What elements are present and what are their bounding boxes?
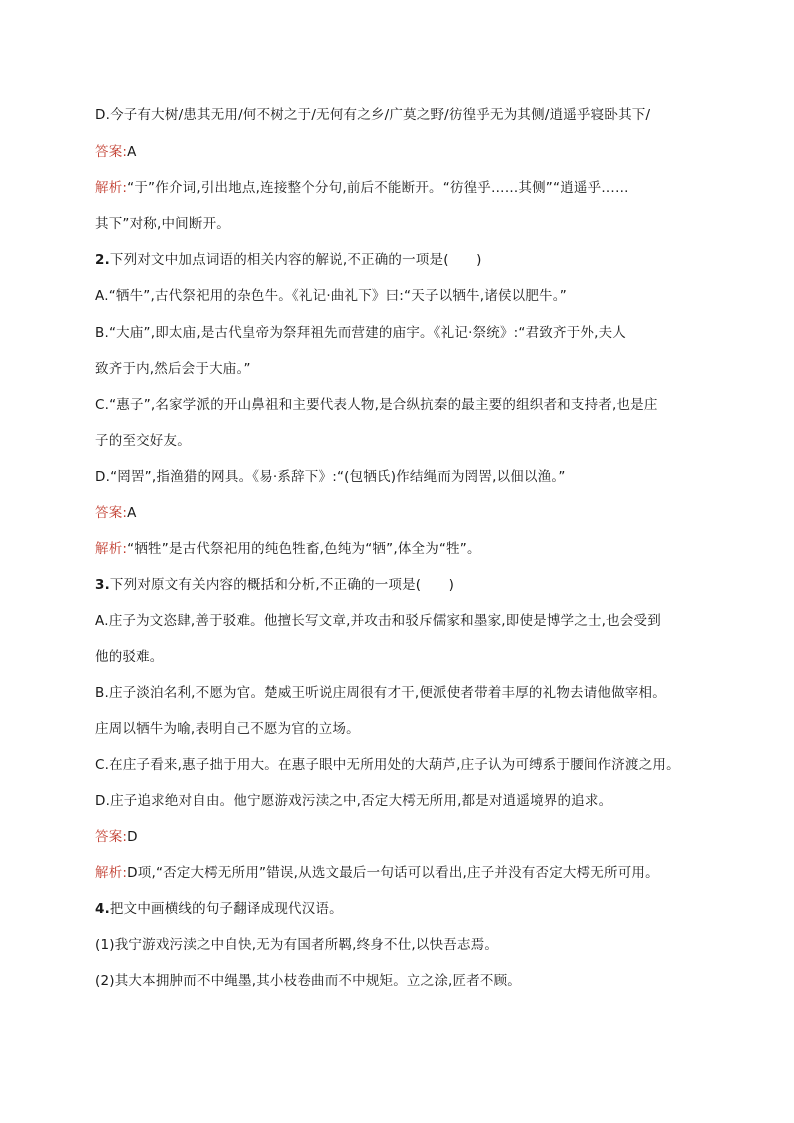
question-number: 2. (95, 252, 110, 268)
question-text: 下列对文中加点词语的相关内容的解说,不正确的一项是( ) (109, 252, 482, 268)
explanation-label: 解析: (95, 865, 128, 881)
explanation-line (95, 864, 659, 882)
q2-option-c-continuation (95, 432, 191, 450)
q2-option-b-continuation (95, 360, 251, 378)
option-d-line (95, 106, 650, 124)
question-3 (95, 576, 454, 594)
question-2 (95, 251, 482, 269)
option-text: B.庄子淡泊名利,不愿为官。楚威王听说庄周很有才干,便派使者带着丰厚的礼物去请他做宰相。 (95, 685, 666, 701)
explanation-line (95, 179, 629, 197)
option-text: C.在庄子看来,惠子拙于用大。在惠子眼中无所用处的大葫芦,庄子认为可缚系于腰间作济渡之用。 (95, 757, 680, 773)
answer-line (95, 828, 138, 846)
q3-option-a-continuation (95, 648, 164, 666)
q3-option-b (95, 684, 666, 702)
answer-line (95, 504, 137, 522)
option-text: D.“罔罟”,指渔猎的网具。《易·系辞下》:“(包牺氏)作结绳而为罔罟,以佃以渔。” (95, 469, 566, 485)
option-d-text: D.今子有大树/患其无用/何不树之于/无何有之乡/广莫之野/彷徨乎无为其侧/逍遥乎寝卧其下/ (95, 107, 651, 123)
answer-label: 答案: (95, 144, 128, 160)
answer-value: A (127, 144, 137, 160)
answer-value: A (127, 505, 137, 521)
sentence-text: (2)其大本拥肿而不中绳墨,其小枝卷曲而不中规矩。立之涂,匠者不顾。 (95, 973, 522, 989)
option-text: D.庄子追求绝对自由。他宁愿游戏污渎之中,否定大樗无所用,都是对逍遥境界的追求。 (95, 793, 613, 809)
option-text: B.“大庙”,即太庙,是古代皇帝为祭拜祖先而营建的庙宇。《礼记·祭统》:“君致齐于外,夫人 (95, 325, 626, 341)
option-text: C.“惠子”,名家学派的开山鼻祖和主要代表人物,是合纵抗秦的最主要的组织者和支持者,也是庄 (95, 397, 658, 413)
explanation-continuation (95, 215, 230, 233)
q2-option-b (95, 324, 626, 342)
explanation-label: 解析: (95, 541, 128, 557)
explanation-text: “于”作介词,引出地点,连接整个分句,前后不能断开。“彷徨乎……其侧”“逍遥乎…… (127, 180, 629, 196)
answer-value: D (127, 829, 138, 845)
explanation-label: 解析: (95, 180, 128, 196)
option-text: 致齐于内,然后会于大庙。” (95, 361, 251, 377)
answer-label: 答案: (95, 829, 128, 845)
sentence-text: (1)我宁游戏污渎之中自快,无为有国者所羁,终身不仕,以快吾志焉。 (95, 937, 499, 953)
explanation-text: “牺牲”是古代祭祀用的纯色牲畜,色纯为“牺”,体全为“牲”。 (127, 541, 481, 557)
question-text: 把文中画横线的句子翻译成现代汉语。 (109, 901, 343, 917)
explanation-continuation-text: 其下”对称,中间断开。 (95, 216, 230, 232)
question-number: 4. (95, 901, 110, 917)
q4-sentence-2 (95, 972, 521, 990)
explanation-text: D项,“否定大樗无所用”错误,从选文最后一句话可以看出,庄子并没有否定大樗无所可用。 (127, 865, 659, 881)
q3-option-c (95, 756, 680, 774)
question-4 (95, 900, 343, 918)
q4-sentence-1 (95, 936, 498, 954)
option-text: 子的至交好友。 (95, 433, 191, 449)
answer-line (95, 143, 137, 161)
q2-option-c (95, 396, 658, 414)
answer-label: 答案: (95, 505, 128, 521)
q3-option-d (95, 792, 612, 810)
option-text: 他的驳难。 (95, 649, 164, 665)
question-number: 3. (95, 577, 110, 593)
q2-option-d (95, 468, 566, 486)
option-text: A.庄子为文恣肆,善于驳难。他擅长写文章,并攻击和驳斥儒家和墨家,即使是博学之士,也会受到 (95, 613, 661, 629)
explanation-line (95, 540, 481, 558)
q3-option-b-continuation (95, 720, 360, 738)
q3-option-a (95, 612, 661, 630)
option-text: A.“牺牛”,古代祭祀用的杂色牛。《礼记·曲礼下》曰:“天子以牺牛,诸侯以肥牛。” (95, 288, 567, 304)
question-text: 下列对原文有关内容的概括和分析,不正确的一项是( ) (109, 577, 455, 593)
option-text: 庄周以牺牛为喻,表明自己不愿为官的立场。 (95, 721, 360, 737)
q2-option-a (95, 287, 567, 305)
